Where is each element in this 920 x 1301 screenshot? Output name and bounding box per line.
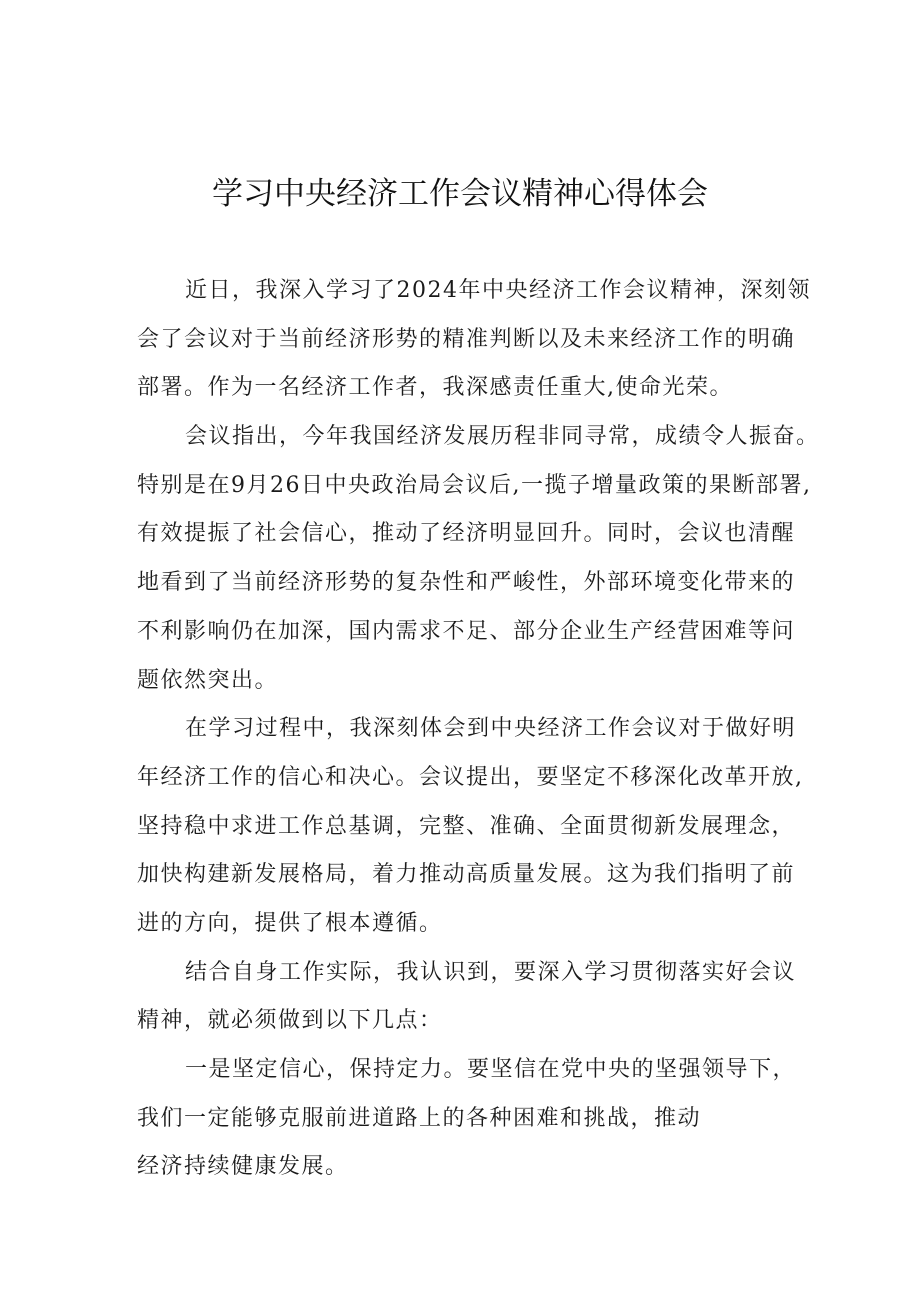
paragraph-4 bbox=[137, 949, 817, 1046]
text-line: 加快构建新发展格局，着力推动高质量发展。这为我们指明了前 bbox=[137, 862, 796, 888]
text-line: 部署。作为一名经济工作者，我深感责任重大,使命光荣。 bbox=[137, 375, 733, 401]
text-line: 题依然突出。 bbox=[137, 667, 279, 693]
text-line: 会了会议对于当前经济形势的精准判断以及未来经济工作的明确 bbox=[137, 326, 796, 352]
text-line: 结合自身工作实际，我认识到，要深入学习贯彻落实好会议 bbox=[185, 959, 797, 985]
text-line: 地看到了当前经济形势的复杂性和严峻性，外部环境变化带来的 bbox=[137, 570, 796, 596]
text-line: 进的方向，提供了根本遵循。 bbox=[137, 910, 443, 936]
text-line: 年经济工作的信心和决心。会议提出，要坚定不移深化改革开放, bbox=[137, 764, 804, 790]
document-body bbox=[137, 267, 820, 1192]
paragraph-3 bbox=[137, 705, 817, 948]
paragraph-2 bbox=[137, 413, 820, 705]
text-line: 精神，就必须做到以下几点： bbox=[137, 1008, 443, 1034]
text-line: 我们一定能够克服前进道路上的各种困难和挑战，推动 bbox=[137, 1105, 702, 1131]
paragraph-5 bbox=[137, 1046, 817, 1192]
text-line: 在学习过程中，我深刻体会到中央经济工作会议对于做好明 bbox=[185, 716, 797, 742]
paragraph-1 bbox=[137, 267, 817, 413]
text-line: 特别是在9月26日中央政治局会议后,一揽子增量政策的果断部署, bbox=[137, 472, 812, 498]
text-line: 坚持稳中求进工作总基调，完整、准确、全面贯彻新发展理念， bbox=[137, 813, 796, 839]
text-line: 近日，我深入学习了2024年中央经济工作会议精神，深刻领 bbox=[185, 278, 811, 303]
text-line: 经济持续健康发展。 bbox=[137, 1154, 349, 1180]
document-title: 学习中央经济工作会议精神心得体会 bbox=[212, 176, 708, 212]
text-line: 一是坚定信心，保持定力。要坚信在党中央的坚强领导下， bbox=[185, 1057, 797, 1082]
text-line: 不利影响仍在加深，国内需求不足、部分企业生产经营困难等问 bbox=[137, 618, 796, 644]
text-line: 会议指出，今年我国经济发展历程非同寻常，成绩令人振奋。 bbox=[185, 424, 820, 450]
text-line: 有效提振了社会信心，推动了经济明显回升。同时，会议也清醒 bbox=[137, 521, 796, 547]
